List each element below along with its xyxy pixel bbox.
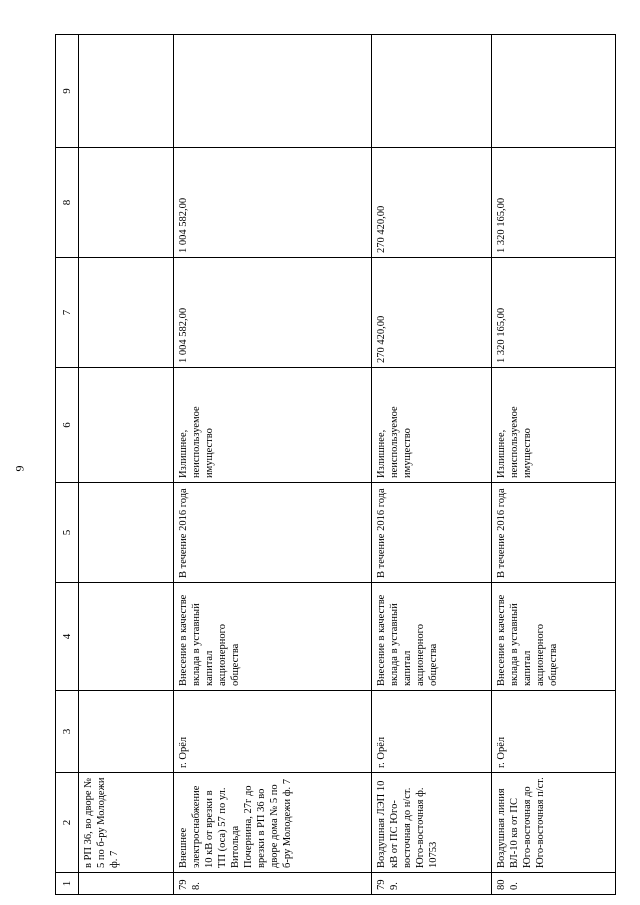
table-row [174, 35, 372, 895]
cell-note [492, 35, 616, 148]
col-header: 7 [56, 258, 79, 368]
cell-note [79, 35, 174, 148]
cell-term: В течение 2016 года [372, 483, 492, 583]
table-row [79, 35, 174, 895]
col-header: 9 [56, 35, 79, 148]
document-frame [55, 35, 615, 895]
cell-method: Внесение в качестве вклада в уставный капитал акционерного общества [372, 583, 492, 691]
cell-value-8: 1 320 165,00 [492, 148, 616, 258]
cell-num: 798. [174, 873, 372, 895]
cell-term: В течение 2016 года [174, 483, 372, 583]
cell-basis: Излишнее, неиспользуемое имущество [492, 368, 616, 483]
cell-name: Воздушная линия ВЛ-10 кв от ПС Юго-восточная до Юго-восточная п/ст. [492, 773, 616, 873]
cell-value-7: 270 420,00 [372, 258, 492, 368]
cell-value-8: 1 004 582,00 [174, 148, 372, 258]
cell-num: 799. [372, 873, 492, 895]
col-header: 8 [56, 148, 79, 258]
cell-basis [79, 368, 174, 483]
cell-location [79, 691, 174, 773]
cell-value-8: 270 420,00 [372, 148, 492, 258]
property-table [55, 34, 616, 895]
cell-term: В течение 2016 года [492, 483, 616, 583]
cell-num [79, 873, 174, 895]
cell-name: в РП 36, во дворе № 5 по б-ру Молодежи ф. 7 [79, 773, 174, 873]
cell-value-7: 1 320 165,00 [492, 258, 616, 368]
header-row [56, 35, 79, 895]
table-row [372, 35, 492, 895]
col-header: 1 [56, 873, 79, 895]
cell-method [79, 583, 174, 691]
cell-value-7: 1 004 582,00 [174, 258, 372, 368]
col-header: 2 [56, 773, 79, 873]
cell-location: г. Орёл [492, 691, 616, 773]
cell-term [79, 483, 174, 583]
cell-location: г. Орёл [372, 691, 492, 773]
cell-name: Внешнее электроснабжение 10 кВ от врезки в ТП (оса) 57 по ул. Витольда Почернина, 27г до врезки в РП 36 во дворе дома № 5 по б-ру Молодежи ф. 7 [174, 773, 372, 873]
col-header: 6 [56, 368, 79, 483]
cell-name: Воздушная ЛЭП 10 кВ от ПС Юго-восточная до н/ст. Юго-восточная ф. 10753 [372, 773, 492, 873]
cell-basis: Излишнее, неиспользуемое имущество [372, 368, 492, 483]
cell-method: Внесение в качестве вклада в уставный капитал акционерного общества [492, 583, 616, 691]
cell-value-7 [79, 258, 174, 368]
col-header: 3 [56, 691, 79, 773]
cell-basis: Излишнее, неиспользуемое имущество [174, 368, 372, 483]
col-header: 5 [56, 483, 79, 583]
table-row [492, 35, 616, 895]
page-number: 9 [12, 465, 27, 471]
cell-method: Внесение в качестве вклада в уставный капитал акционерного общества [174, 583, 372, 691]
cell-note [372, 35, 492, 148]
cell-num: 800. [492, 873, 616, 895]
rotated-table-wrapper [55, 35, 615, 895]
cell-value-8 [79, 148, 174, 258]
col-header: 4 [56, 583, 79, 691]
cell-note [174, 35, 372, 148]
cell-location: г. Орёл [174, 691, 372, 773]
